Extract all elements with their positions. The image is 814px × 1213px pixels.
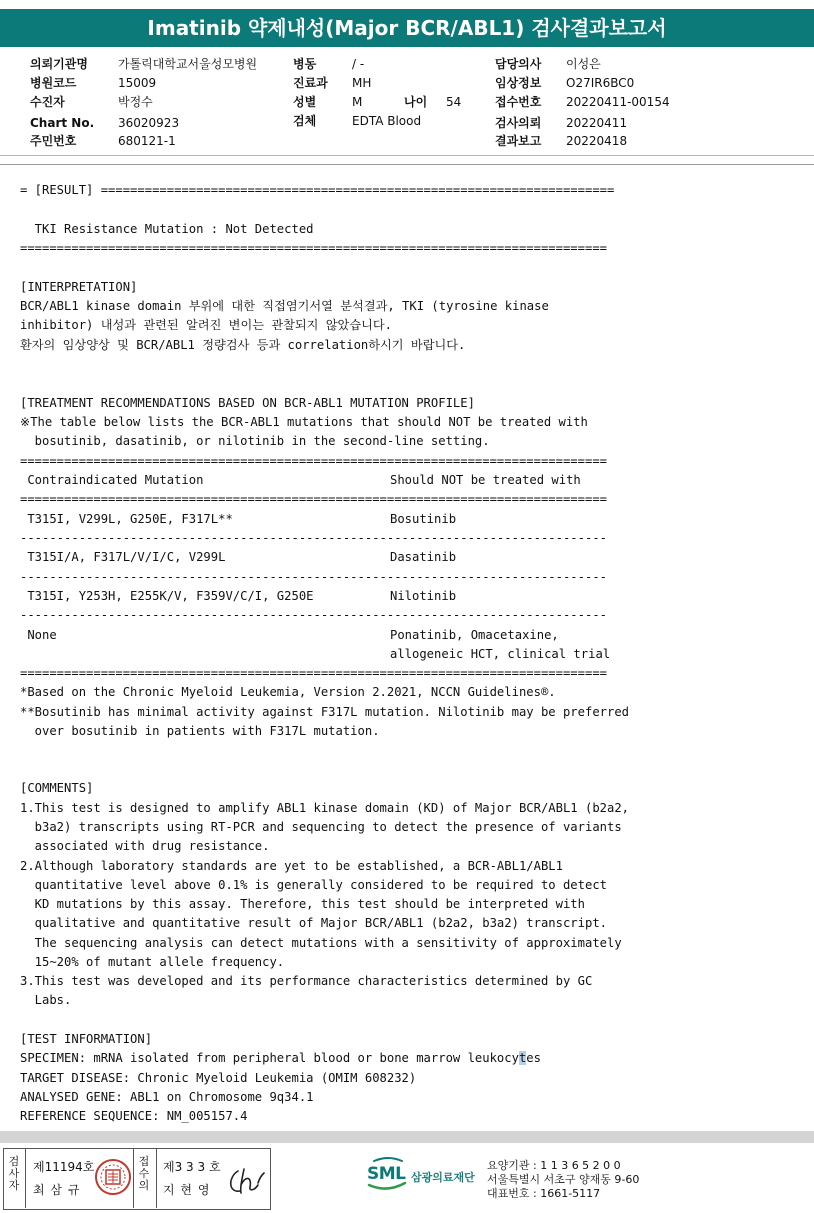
- interpretation-line: BCR/ABL1 kinase domain 부위에 대한 직접염기서열 분석결과, TKI (tyrosine kinase: [20, 299, 549, 313]
- header-value: MH: [352, 76, 372, 90]
- footnote: *Based on the Chronic Myeloid Leukemia, Version 2.2021, NCCN Guidelines®.: [20, 685, 556, 699]
- comment-line: KD mutations by this assay. Therefore, this test should be interpreted with: [20, 897, 585, 911]
- table-row-drug: Nilotinib: [390, 589, 457, 603]
- header-divider: [0, 155, 814, 156]
- double-rule: ================================================================================: [20, 666, 607, 680]
- treatment-heading: [TREATMENT RECOMMENDATIONS BASED ON BCR-ABL1 MUTATION PROFILE]: [20, 396, 475, 410]
- header-label: 검체: [293, 114, 317, 128]
- double-rule: ================================================================================: [20, 454, 607, 468]
- footnote: **Bosutinib has minimal activity against F317L mutation. Nilotinib may be preferred: [20, 705, 630, 719]
- comment-line: quantitative level above 0.1% is generally considered to be required to detect: [20, 878, 607, 892]
- table-row-drug: Ponatinib, Omacetaxine,: [390, 628, 559, 642]
- dash-rule: --------------------------------------------------------------------------------: [20, 531, 607, 545]
- header-label: 수진자: [30, 95, 65, 109]
- dash-rule: --------------------------------------------------------------------------------: [20, 570, 607, 584]
- comment-line: associated with drug resistance.: [20, 839, 270, 853]
- comment-line: The sequencing analysis can detect mutations with a sensitivity of approximately: [20, 936, 622, 950]
- specimen-text: SPECIMEN: mRNA isolated from peripheral blood or bone marrow leukocy: [20, 1051, 519, 1065]
- comment-line: 3.This test was developed and its performance characteristics determined by GC: [20, 974, 593, 988]
- table-header-mutation: Contraindicated Mutation: [20, 473, 204, 487]
- result-line: TKI Resistance Mutation : Not Detected: [20, 222, 314, 236]
- table-row-drug: Bosutinib: [390, 512, 457, 526]
- comment-line: 1.This test is designed to amplify ABL1 kinase domain (KD) of Major BCR/ABL1 (b2a2,: [20, 801, 630, 815]
- header-divider: [0, 164, 814, 165]
- header-label: 진료과: [293, 76, 328, 90]
- header-label: 병원코드: [30, 76, 77, 90]
- dash-rule: --------------------------------------------------------------------------------: [20, 608, 607, 622]
- header-label: 접수번호: [495, 95, 542, 109]
- age-label: 나이: [404, 95, 428, 109]
- foundation-name: 삼광의료재단: [411, 1171, 475, 1184]
- table-row-mutation: None: [20, 628, 57, 642]
- age-value: 54: [446, 95, 462, 109]
- text-selection[interactable]: t: [518, 1051, 527, 1065]
- report-title: Imatinib 약제내성(Major BCR/ABL1) 검사결과보고서: [0, 9, 814, 47]
- header-label: 결과보고: [495, 134, 542, 148]
- interpretation-heading: [INTERPRETATION]: [20, 280, 138, 294]
- header-label: 주민번호: [30, 134, 77, 148]
- specimen-text-end: es: [526, 1051, 541, 1065]
- table-row-mutation: T315I, V299L, G250E, F317L**: [20, 512, 233, 526]
- header-label: 임상정보: [495, 76, 542, 90]
- header-value: 가톨릭대학교서울성모병원: [118, 57, 258, 71]
- comment-line: qualitative and quantitative result of Major BCR/ABL1 (b2a2, b3a2) transcript.: [20, 916, 607, 930]
- report-footer: [0, 1131, 814, 1213]
- header-label: 병동: [293, 57, 317, 71]
- footnote: over bosutinib in patients with F317L mutation.: [20, 724, 380, 738]
- examiner-name: 최 삼 규: [33, 1183, 81, 1197]
- double-rule: ================================================================================: [20, 241, 607, 255]
- header-value: / -: [352, 57, 365, 71]
- header-value: 박정수: [118, 95, 153, 109]
- comment-line: 2.Although laboratory standards are yet to be established, a BCR-ABL1/ABL1: [20, 859, 563, 873]
- header-label: 의뢰기관명: [30, 57, 88, 71]
- header-value: 15009: [118, 76, 157, 90]
- footer-bar: [0, 1131, 814, 1143]
- header-value: 20220411-00154: [566, 95, 670, 109]
- table-row-mutation: T315I/A, F317L/V/I/C, V299L: [20, 550, 226, 564]
- header-value: 이성은: [566, 57, 601, 71]
- comment-line: 15~20% of mutant allele frequency.: [20, 955, 285, 969]
- header-value: EDTA Blood: [352, 114, 422, 128]
- test-info-specimen: [20, 1049, 541, 1068]
- test-info-heading: [TEST INFORMATION]: [20, 1032, 153, 1046]
- header-value: M: [352, 95, 363, 109]
- header-label: 성별: [293, 95, 317, 109]
- examiner-license: 제11194호: [33, 1160, 95, 1174]
- treatment-line: ※The table below lists the BCR-ABL1 mutations that should NOT be treated with: [20, 415, 588, 429]
- test-info-line: REFERENCE SEQUENCE: NM_005157.4: [20, 1109, 248, 1123]
- double-rule: ================================================================================: [20, 492, 607, 506]
- header-value: 36020923: [118, 116, 180, 130]
- header-value: O27IR6BC0: [566, 76, 635, 90]
- test-info-line: TARGET DISEASE: Chronic Myeloid Leukemia (OMIM 608232): [20, 1071, 417, 1085]
- signature-icon: [224, 1153, 268, 1201]
- sml-logo-text: SML: [367, 1164, 406, 1184]
- org-address: 서울특별시 서초구 양재동 9-60: [487, 1173, 640, 1186]
- comment-line: Labs.: [20, 993, 72, 1007]
- approver-label: 접수의: [138, 1155, 150, 1192]
- comments-heading: [COMMENTS]: [20, 781, 94, 795]
- official-seal-icon: [93, 1157, 133, 1197]
- result-heading: = [RESULT] ======================================================================: [20, 183, 615, 197]
- table-header-drug: Should NOT be treated with: [390, 473, 581, 487]
- approver-license: 제3 3 3 호: [163, 1160, 221, 1174]
- test-info-line: ANALYSED GENE: ABL1 on Chromosome 9q34.1: [20, 1090, 314, 1104]
- header-value: 680121-1: [118, 134, 176, 148]
- table-row-mutation: T315I, Y253H, E255K/V, F359V/C/I, G250E: [20, 589, 314, 603]
- org-phone: 대표번호 : 1661-5117: [487, 1187, 601, 1200]
- table-row-drug-cont: allogeneic HCT, clinical trial: [390, 647, 611, 661]
- header-label: Chart No.: [30, 116, 95, 130]
- comment-line: b3a2) transcripts using RT-PCR and sequencing to detect the presence of variants: [20, 820, 622, 834]
- interpretation-line: 환자의 임상양상 및 BCR/ABL1 정량검사 등과 correlation하시기 바랍니다.: [20, 338, 466, 352]
- header-label: 검사의뢰: [495, 116, 542, 130]
- examiner-label: 검사자: [8, 1155, 20, 1192]
- treatment-line: bosutinib, dasatinib, or nilotinib in the second-line setting.: [20, 434, 490, 448]
- interpretation-line: inhibitor) 내성과 관련된 알려진 변이는 관찰되지 않았습니다.: [20, 318, 392, 332]
- approver-name: 지 현 영: [163, 1183, 211, 1197]
- org-code: 요양기관 : 1 1 3 6 5 2 0 0: [487, 1159, 621, 1172]
- header-value: 20220418: [566, 134, 628, 148]
- table-row-drug: Dasatinib: [390, 550, 457, 564]
- header-label: 담당의사: [495, 57, 542, 71]
- header-value: 20220411: [566, 116, 628, 130]
